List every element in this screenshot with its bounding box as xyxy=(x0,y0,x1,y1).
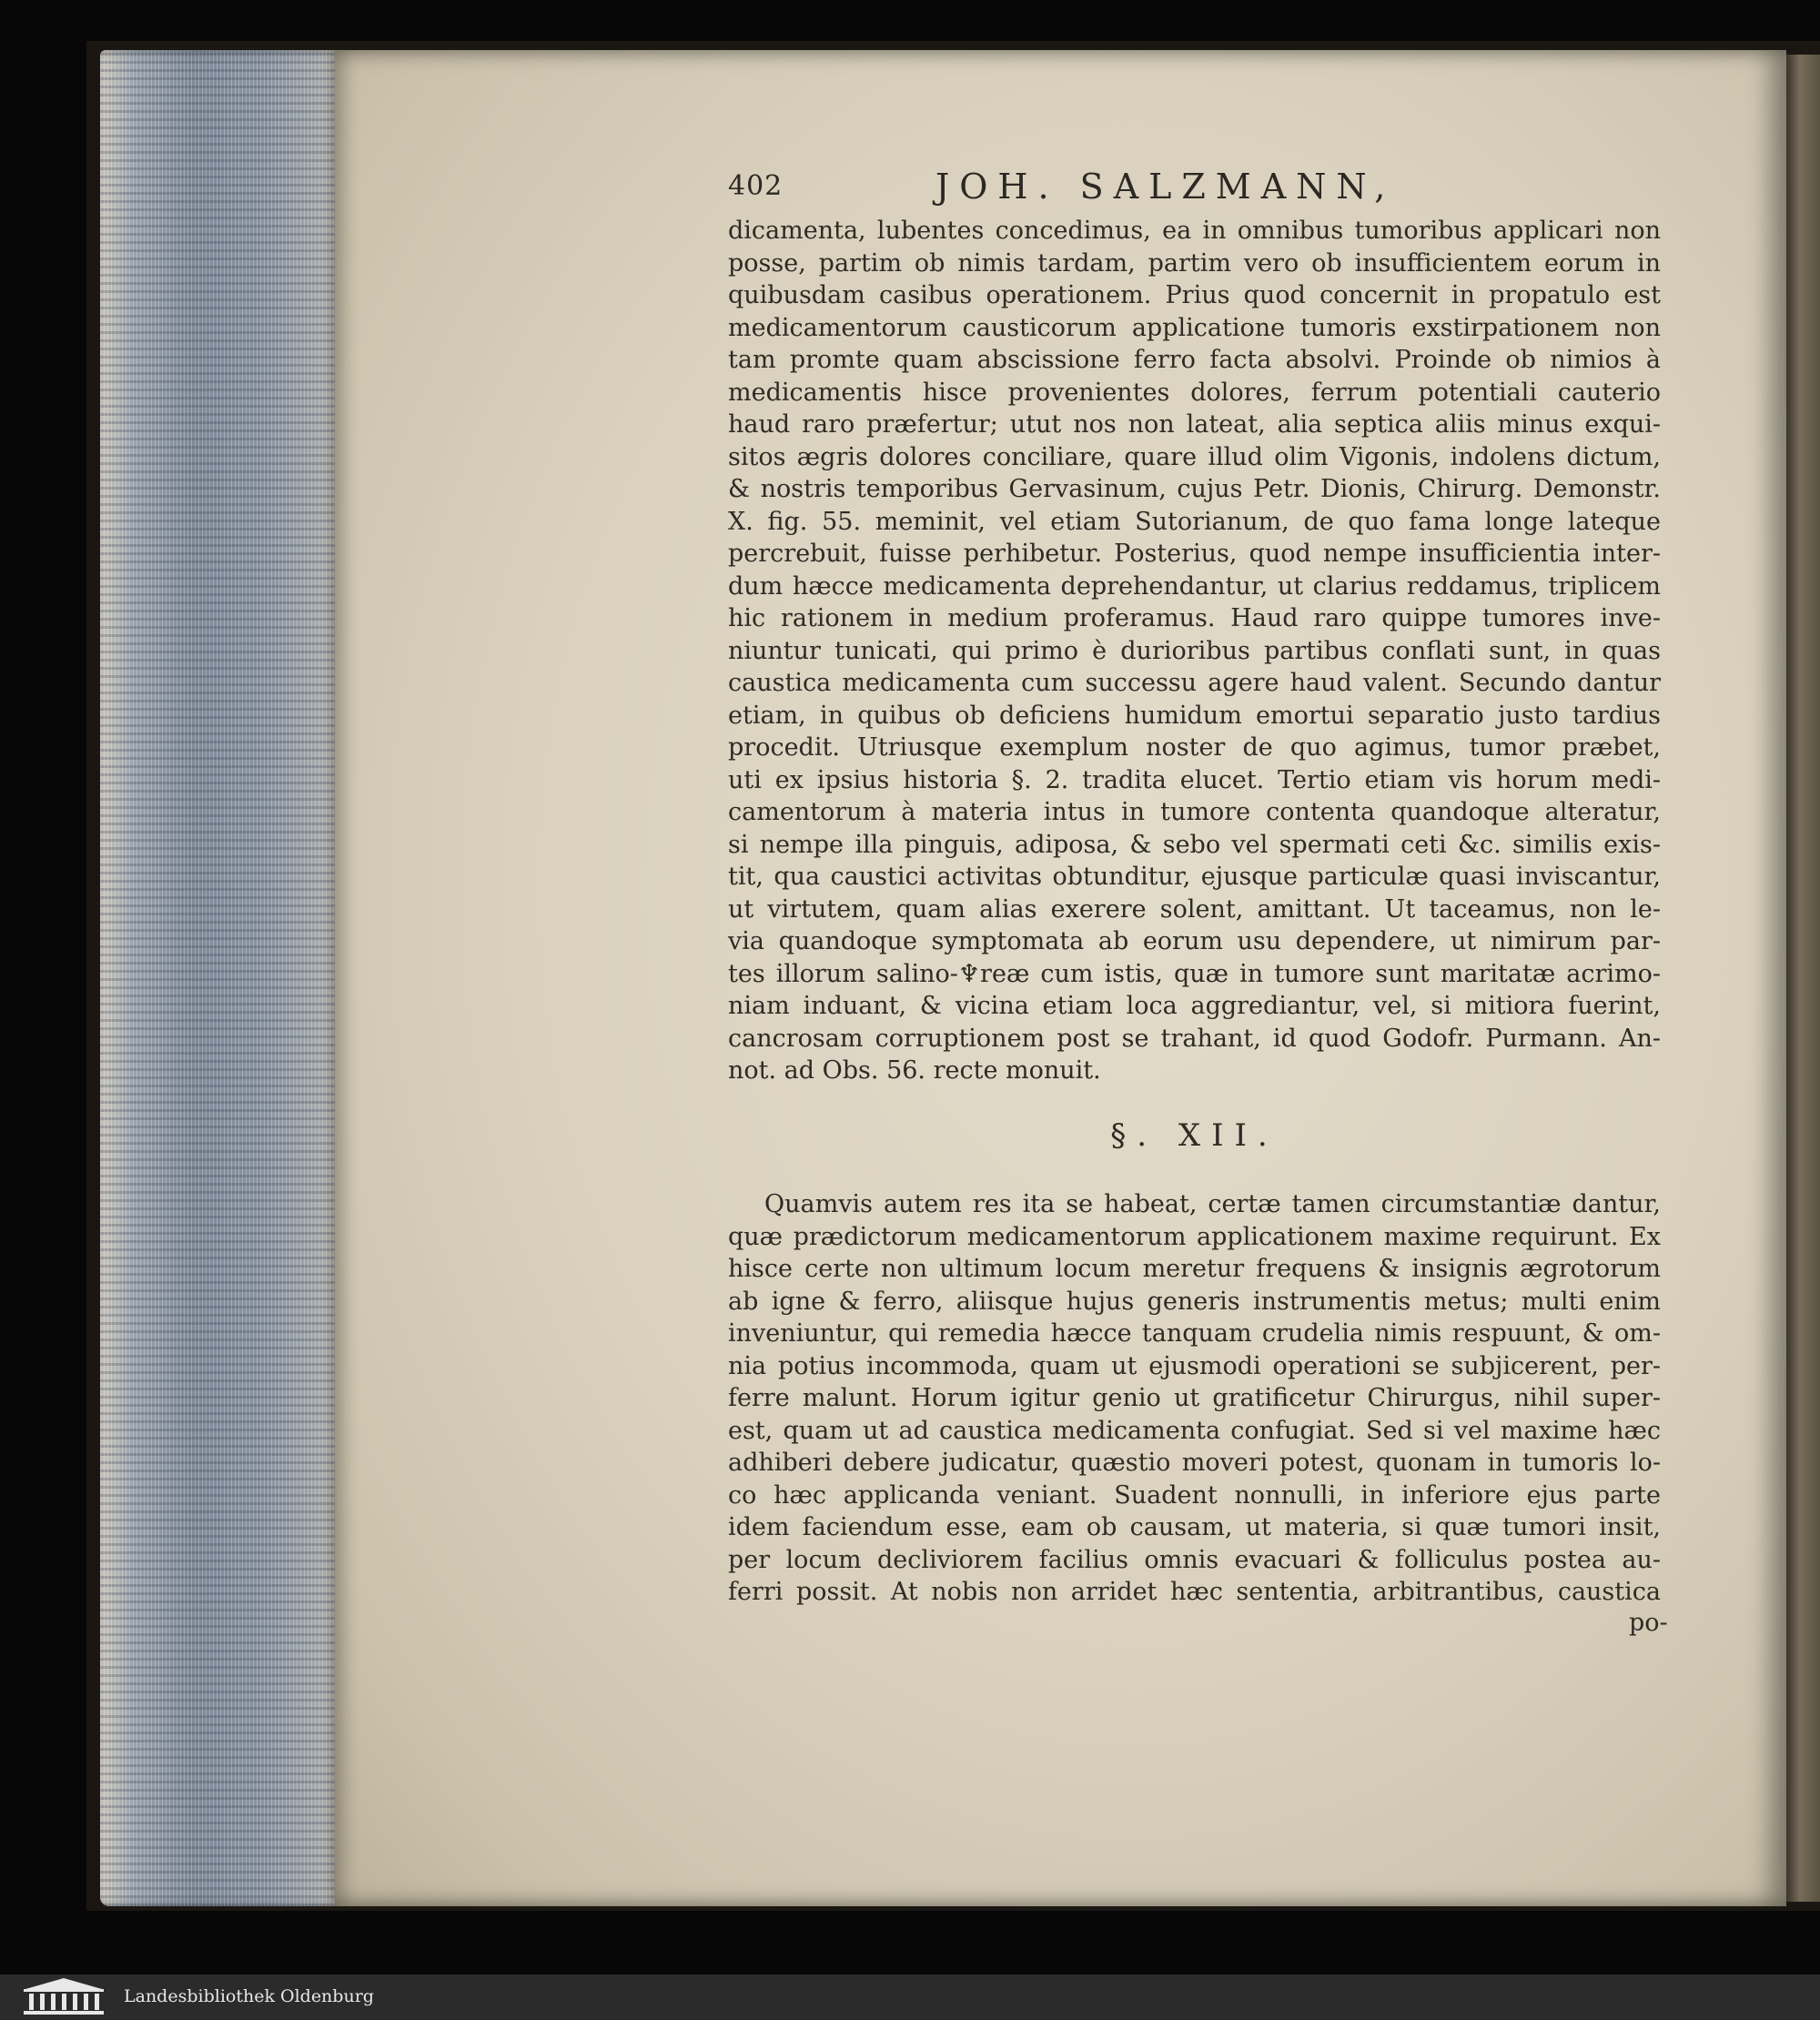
paragraph-1 xyxy=(728,215,1661,1087)
text-line: medicamentis hisce provenientes dolores, ferrum potentiali cauterio xyxy=(728,378,1661,407)
text-line: camentorum à materia intus in tumore contenta quandoque alteratur, xyxy=(728,798,1661,826)
text-line: sitos ægris dolores conciliare, quare illud olim Vigonis, indolens dictum, xyxy=(728,442,1661,471)
text-line: via quandoque symptomata ab eorum usu dependere, ut nimirum par- xyxy=(728,927,1661,955)
text-line: ab igne & ferro, aliisque hujus generis instrumentis metus; multi enim xyxy=(728,1287,1661,1316)
text-line: quibusdam casibus operationem. Prius quod concernit in propatulo est xyxy=(728,281,1661,309)
library-name[interactable]: Landesbibliothek Oldenburg xyxy=(124,1986,374,2006)
text-line: tes illorum salino-♆reæ cum istis, quæ in tumore sunt maritatæ acrimo- xyxy=(728,959,1661,988)
text-line: posse, partim ob nimis tardam, partim vero ob insufficientem eorum in xyxy=(728,248,1661,278)
text-line: inveniuntur, qui remedia hæcce tanquam crudelia nimis respuunt, & om- xyxy=(728,1319,1661,1348)
book-gutter xyxy=(1786,55,1820,1902)
catchword: po- xyxy=(1629,1609,1668,1637)
text-line: cancrosam corruptionem post se trahant, id quod Godofr. Purmann. An- xyxy=(728,1024,1661,1053)
text-line: percrebuit, fuisse perhibetur. Posterius, quod nempe insufficientia inter- xyxy=(728,540,1661,568)
text-line: ferri possit. At nobis non arridet hæc sententia, arbitrantibus, caustica xyxy=(728,1578,1661,1606)
text-line: nia potius incommoda, quam ut ejusmodi operationi se subjicerent, per- xyxy=(728,1351,1661,1380)
library-building-icon[interactable] xyxy=(18,1976,109,2016)
text-line: niam induant, & vicina etiam loca aggrediantur, vel, si mitiora fuerint, xyxy=(728,992,1661,1020)
text-line: not. ad Obs. 56. recte monuit. xyxy=(728,1056,1101,1085)
text-line: co hæc applicanda veniant. Suadent nonnulli, in inferiore ejus parte xyxy=(728,1480,1661,1510)
text-line: dicamenta, lubentes concedimus, ea in omnibus tumoribus applicari non xyxy=(728,217,1661,245)
text-line: hic rationem in medium proferamus. Haud raro quippe tumores inve- xyxy=(728,604,1661,632)
text-line: uti ex ipsius historia §. 2. tradita elucet. Tertio etiam vis horum medi- xyxy=(728,765,1661,794)
section-heading: §. XII. xyxy=(1110,1117,1279,1154)
text-line: & nostris temporibus Gervasinum, cujus Petr. Dionis, Chirurg. Demonstr. xyxy=(728,475,1661,503)
text-line: medicamentorum causticorum applicatione tumoris exstirpationem non xyxy=(728,313,1661,342)
text-line: est, quam ut ad caustica medicamenta confugiat. Sed si vel maxime hæc xyxy=(728,1416,1661,1445)
text-line: Quamvis autem res ita se habeat, certæ tamen circumstantiæ dantur, xyxy=(764,1190,1661,1218)
text-line: quæ prædictorum medicamentorum applicationem maxime requirunt. Ex xyxy=(728,1222,1661,1251)
running-head: JOH. SALZMANN, xyxy=(935,167,1396,207)
text-line: haud raro præfertur; utut nos non lateat, alia septica aliis minus exqui- xyxy=(728,410,1661,439)
text-line: hisce certe non ultimum locum meretur frequens & insignis ægrotorum xyxy=(728,1255,1661,1283)
page-header xyxy=(728,167,1693,212)
text-line: adhiberi debere judicatur, quæstio moveri potest, quonam in tumoris lo- xyxy=(728,1449,1661,1477)
page-edges xyxy=(100,50,337,1906)
text-line: X. fig. 55. meminit, vel etiam Sutorianum, de quo fama longe lateque xyxy=(728,507,1661,536)
text-line: ferre malunt. Horum igitur genio ut gratificetur Chirurgus, nihil super- xyxy=(728,1384,1661,1412)
paragraph-2 xyxy=(728,1188,1661,1609)
page-number: 402 xyxy=(728,170,784,202)
text-line: etiam, in quibus ob deficiens humidum emortui separatio justo tardius xyxy=(728,701,1661,730)
text-line: procedit. Utriusque exemplum noster de quo agimus, tumor præbet, xyxy=(728,733,1661,762)
text-line: tit, qua caustici activitas obtunditur, ejusque particulæ quasi inviscantur, xyxy=(728,863,1661,891)
text-line: si nempe illa pinguis, adiposa, & sebo vel spermati ceti &c. similis exis- xyxy=(728,830,1661,859)
text-line: per locum decliviorem facilius omnis evacuari & folliculus postea au- xyxy=(728,1545,1661,1574)
text-line: niuntur tunicati, qui primo è durioribus partibus conflati sunt, in quas xyxy=(728,636,1661,665)
text-line: caustica medicamenta cum successu agere haud valent. Secundo dantur xyxy=(728,669,1661,697)
text-line: idem faciendum esse, eam ob causam, ut materia, si quæ tumori insit, xyxy=(728,1513,1661,1541)
text-line: dum hæcce medicamenta deprehendantur, ut clarius reddamus, triplicem xyxy=(728,571,1661,601)
text-line: ut virtutem, quam alias exerere solent, amittant. Ut taceamus, non le- xyxy=(728,894,1661,924)
text-line: tam promte quam abscissione ferro facta absolvi. Proinde ob nimios à xyxy=(728,346,1661,374)
